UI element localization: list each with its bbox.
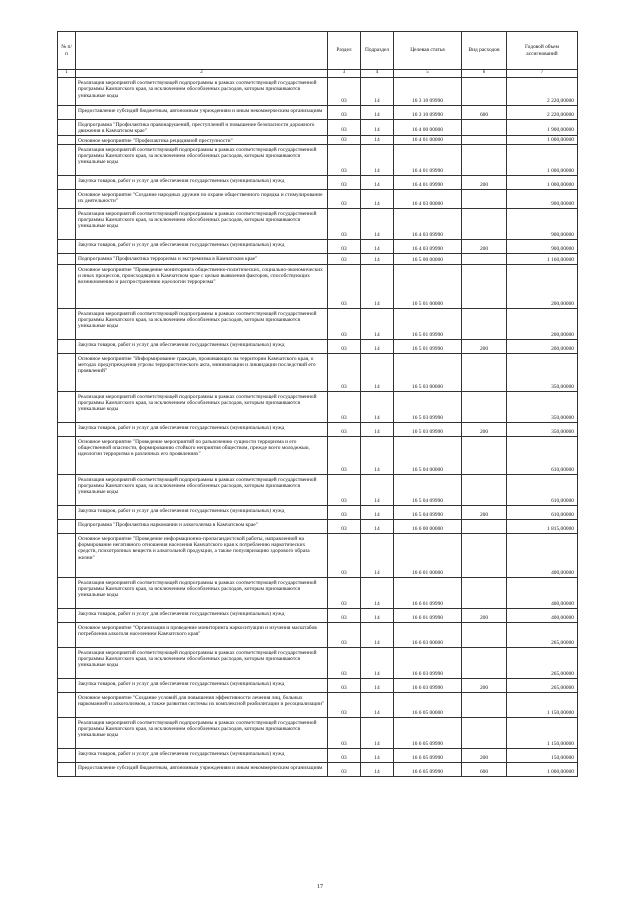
row-amount-cell: 1 160,00000 bbox=[507, 253, 578, 264]
row-number-cell bbox=[58, 339, 76, 353]
row-name-cell: Основное мероприятие "Создание условий для повышения эффективности лечения лиц, больных наркоманией и алкоголизмом, а также развития системы их комплексной реабилитации и ресоциализации" bbox=[76, 692, 328, 717]
row-razdel-cell: 03 bbox=[328, 519, 361, 533]
row-name-cell: Реализация мероприятий соответствующей подпрограммы в рамках соответствующей государственной программы Камчатского края, за исключением обособленных расходов, которым присваиваются уникальные коды bbox=[76, 717, 328, 748]
row-podrazdel-cell: 14 bbox=[361, 622, 394, 647]
row-podrazdel-cell: 14 bbox=[361, 762, 394, 776]
header-razdel: Раздел bbox=[328, 32, 361, 70]
table-row bbox=[58, 253, 578, 264]
row-number-cell bbox=[58, 135, 76, 144]
row-target-article-cell: 16 3 10 09990 bbox=[394, 78, 462, 106]
row-name-cell: Основное мероприятие "Проведение мониторинга общественно-политических, социально-экономических и иных процессов, происходящих в Камчатском крае с целью выявления факторов, способствующих возникновению и распространению идеологии терроризма" bbox=[76, 264, 328, 308]
row-amount-cell: 610,00000 bbox=[507, 474, 578, 505]
column-number: 1 bbox=[58, 70, 76, 78]
row-target-article-cell: 16 6 01 09990 bbox=[394, 577, 462, 608]
table-row bbox=[58, 577, 578, 608]
row-number-cell bbox=[58, 78, 76, 106]
row-podrazdel-cell: 14 bbox=[361, 647, 394, 678]
row-expense-type-cell: 200 bbox=[462, 505, 507, 519]
row-expense-type-cell bbox=[462, 692, 507, 717]
row-razdel-cell: 03 bbox=[328, 78, 361, 106]
row-razdel-cell: 03 bbox=[328, 762, 361, 776]
table-row bbox=[58, 678, 578, 692]
row-podrazdel-cell: 14 bbox=[361, 308, 394, 339]
table-row bbox=[58, 647, 578, 678]
row-amount-cell: 350,00000 bbox=[507, 391, 578, 422]
table-row bbox=[58, 436, 578, 474]
row-target-article-cell: 16 6 03 09990 bbox=[394, 678, 462, 692]
row-expense-type-cell bbox=[462, 533, 507, 577]
row-name-cell: Закупка товаров, работ и услуг для обеспечения государственных (муниципальных) нужд bbox=[76, 505, 328, 519]
row-target-article-cell: 16 4 03 09990 bbox=[394, 239, 462, 253]
table-row bbox=[58, 106, 578, 120]
row-expense-type-cell bbox=[462, 391, 507, 422]
row-podrazdel-cell: 14 bbox=[361, 135, 394, 144]
row-target-article-cell: 16 5 04 09990 bbox=[394, 474, 462, 505]
row-number-cell bbox=[58, 436, 76, 474]
row-name-cell: Основное мероприятие "Проведение информационно-пропагандистской работы, направленной на формирование негативного отношения населения Камчатского края к потреблению наркотических средств, психотропных веществ и алкогольной продукции, а также популяризацию здорового образа жизни" bbox=[76, 533, 328, 577]
row-expense-type-cell bbox=[462, 474, 507, 505]
row-razdel-cell: 03 bbox=[328, 106, 361, 120]
row-amount-cell: 900,00000 bbox=[507, 189, 578, 208]
row-number-cell bbox=[58, 175, 76, 189]
row-name-cell: Реализация мероприятий соответствующей подпрограммы в рамках соответствующей государственной программы Камчатского края, за исключением обособленных расходов, которым присваиваются уникальные коды bbox=[76, 78, 328, 106]
row-podrazdel-cell: 14 bbox=[361, 106, 394, 120]
row-name-cell: Закупка товаров, работ и услуг для обеспечения государственных (муниципальных) нужд bbox=[76, 678, 328, 692]
row-expense-type-cell bbox=[462, 120, 507, 136]
row-number-cell bbox=[58, 264, 76, 308]
table-row bbox=[58, 717, 578, 748]
row-podrazdel-cell: 14 bbox=[361, 353, 394, 391]
row-podrazdel-cell: 14 bbox=[361, 175, 394, 189]
row-expense-type-cell bbox=[462, 135, 507, 144]
table-row bbox=[58, 533, 578, 577]
row-target-article-cell: 16 4 03 09990 bbox=[394, 208, 462, 239]
row-amount-cell: 200,00000 bbox=[507, 264, 578, 308]
row-amount-cell: 400,00000 bbox=[507, 533, 578, 577]
row-number-cell bbox=[58, 505, 76, 519]
row-name-cell: Подпрограмма "Профилактика терроризма и экстремизма в Камчатском крае" bbox=[76, 253, 328, 264]
row-name-cell: Подпрограмма "Профилактика правонарушений, преступлений и повышение безопасности дорожного движения в Камчатском крае" bbox=[76, 120, 328, 136]
row-target-article-cell: 16 5 03 09990 bbox=[394, 422, 462, 436]
table-row bbox=[58, 339, 578, 353]
budget-table bbox=[57, 31, 578, 777]
table-row bbox=[58, 391, 578, 422]
row-expense-type-cell bbox=[462, 253, 507, 264]
row-name-cell: Закупка товаров, работ и услуг для обеспечения государственных (муниципальных) нужд bbox=[76, 422, 328, 436]
row-amount-cell: 1 900,00000 bbox=[507, 120, 578, 136]
row-name-cell: Предоставление субсидий бюджетным, автономным учреждениям и иным некоммерческим организациям bbox=[76, 106, 328, 120]
row-amount-cell: 200,00000 bbox=[507, 339, 578, 353]
table-row bbox=[58, 135, 578, 144]
row-target-article-cell: 16 6 05 09990 bbox=[394, 717, 462, 748]
header-podrazdel: Подраздел bbox=[361, 32, 394, 70]
row-podrazdel-cell: 14 bbox=[361, 253, 394, 264]
row-target-article-cell: 16 3 10 09990 bbox=[394, 106, 462, 120]
row-podrazdel-cell: 14 bbox=[361, 120, 394, 136]
table-row bbox=[58, 175, 578, 189]
row-name-cell: Реализация мероприятий соответствующей подпрограммы в рамках соответствующей государственной программы Камчатского края, за исключением обособленных расходов, которым присваиваются уникальные коды bbox=[76, 577, 328, 608]
row-podrazdel-cell: 14 bbox=[361, 264, 394, 308]
row-amount-cell: 1 815,00000 bbox=[507, 519, 578, 533]
row-amount-cell: 1 000,00000 bbox=[507, 144, 578, 175]
table-row bbox=[58, 353, 578, 391]
row-target-article-cell: 16 5 01 00000 bbox=[394, 264, 462, 308]
row-razdel-cell: 03 bbox=[328, 120, 361, 136]
row-amount-cell: 1 000,00000 bbox=[507, 135, 578, 144]
row-target-article-cell: 16 4 01 09990 bbox=[394, 144, 462, 175]
row-razdel-cell: 03 bbox=[328, 208, 361, 239]
row-number-cell bbox=[58, 692, 76, 717]
header-target-article: Целевая статья bbox=[394, 32, 462, 70]
row-expense-type-cell bbox=[462, 717, 507, 748]
row-razdel-cell: 03 bbox=[328, 175, 361, 189]
row-expense-type-cell: 600 bbox=[462, 106, 507, 120]
row-target-article-cell: 16 5 01 09990 bbox=[394, 308, 462, 339]
table-row bbox=[58, 748, 578, 762]
row-expense-type-cell bbox=[462, 622, 507, 647]
row-expense-type-cell bbox=[462, 78, 507, 106]
table-row bbox=[58, 239, 578, 253]
table-row bbox=[58, 608, 578, 622]
row-amount-cell: 400,00000 bbox=[507, 608, 578, 622]
row-razdel-cell: 03 bbox=[328, 436, 361, 474]
header-row bbox=[58, 32, 578, 70]
row-podrazdel-cell: 14 bbox=[361, 717, 394, 748]
row-razdel-cell: 03 bbox=[328, 353, 361, 391]
row-podrazdel-cell: 14 bbox=[361, 577, 394, 608]
row-expense-type-cell bbox=[462, 353, 507, 391]
row-name-cell: Реализация мероприятий соответствующей подпрограммы в рамках соответствующей государственной программы Камчатского края, за исключением обособленных расходов, которым присваиваются уникальные коды bbox=[76, 308, 328, 339]
row-number-cell bbox=[58, 308, 76, 339]
header-expense-type: Вид расходов bbox=[462, 32, 507, 70]
row-amount-cell: 1 150,00000 bbox=[507, 717, 578, 748]
row-number-cell bbox=[58, 533, 76, 577]
row-expense-type-cell bbox=[462, 577, 507, 608]
table-row bbox=[58, 308, 578, 339]
row-podrazdel-cell: 14 bbox=[361, 692, 394, 717]
row-podrazdel-cell: 14 bbox=[361, 144, 394, 175]
row-expense-type-cell: 200 bbox=[462, 422, 507, 436]
row-razdel-cell: 03 bbox=[328, 264, 361, 308]
table-row bbox=[58, 189, 578, 208]
row-number-cell bbox=[58, 189, 76, 208]
row-expense-type-cell: 200 bbox=[462, 678, 507, 692]
row-podrazdel-cell: 14 bbox=[361, 78, 394, 106]
row-target-article-cell: 16 6 01 00000 bbox=[394, 533, 462, 577]
row-number-cell bbox=[58, 647, 76, 678]
table-row bbox=[58, 422, 578, 436]
row-razdel-cell: 03 bbox=[328, 422, 361, 436]
row-expense-type-cell bbox=[462, 436, 507, 474]
table-row bbox=[58, 505, 578, 519]
row-expense-type-cell bbox=[462, 144, 507, 175]
row-target-article-cell: 16 4 01 00000 bbox=[394, 135, 462, 144]
row-razdel-cell: 03 bbox=[328, 622, 361, 647]
row-amount-cell: 1 000,00000 bbox=[507, 175, 578, 189]
row-number-cell bbox=[58, 762, 76, 776]
row-razdel-cell: 03 bbox=[328, 239, 361, 253]
row-razdel-cell: 03 bbox=[328, 474, 361, 505]
row-amount-cell: 2 220,00000 bbox=[507, 78, 578, 106]
row-name-cell: Закупка товаров, работ и услуг для обеспечения государственных (муниципальных) нужд bbox=[76, 239, 328, 253]
row-target-article-cell: 16 5 03 00000 bbox=[394, 353, 462, 391]
table-row bbox=[58, 120, 578, 136]
row-razdel-cell: 03 bbox=[328, 339, 361, 353]
row-number-cell bbox=[58, 144, 76, 175]
row-razdel-cell: 03 bbox=[328, 135, 361, 144]
row-amount-cell: 610,00000 bbox=[507, 436, 578, 474]
row-target-article-cell: 16 6 05 09990 bbox=[394, 762, 462, 776]
row-razdel-cell: 03 bbox=[328, 678, 361, 692]
row-podrazdel-cell: 14 bbox=[361, 339, 394, 353]
row-target-article-cell: 16 5 04 00000 bbox=[394, 436, 462, 474]
table-body bbox=[58, 78, 578, 777]
row-target-article-cell: 16 4 00 00000 bbox=[394, 120, 462, 136]
row-razdel-cell: 03 bbox=[328, 505, 361, 519]
row-razdel-cell: 03 bbox=[328, 717, 361, 748]
table-row bbox=[58, 144, 578, 175]
row-podrazdel-cell: 14 bbox=[361, 678, 394, 692]
row-number-cell bbox=[58, 353, 76, 391]
row-target-article-cell: 16 4 03 00000 bbox=[394, 189, 462, 208]
row-podrazdel-cell: 14 bbox=[361, 474, 394, 505]
row-podrazdel-cell: 14 bbox=[361, 748, 394, 762]
budget-table-sheet bbox=[57, 31, 577, 777]
row-expense-type-cell bbox=[462, 208, 507, 239]
row-razdel-cell: 03 bbox=[328, 189, 361, 208]
row-target-article-cell: 16 5 03 09990 bbox=[394, 391, 462, 422]
page-number: 17 bbox=[317, 884, 323, 890]
table-row bbox=[58, 78, 578, 106]
row-target-article-cell: 16 4 01 09990 bbox=[394, 175, 462, 189]
row-razdel-cell: 03 bbox=[328, 144, 361, 175]
row-number-cell bbox=[58, 120, 76, 136]
table-row bbox=[58, 474, 578, 505]
row-number-cell bbox=[58, 519, 76, 533]
row-expense-type-cell: 200 bbox=[462, 748, 507, 762]
header-number: № п/п bbox=[58, 32, 76, 70]
row-target-article-cell: 16 5 04 09990 bbox=[394, 505, 462, 519]
row-expense-type-cell: 200 bbox=[462, 608, 507, 622]
row-amount-cell: 2 220,00000 bbox=[507, 106, 578, 120]
row-name-cell: Реализация мероприятий соответствующей подпрограммы в рамках соответствующей государственной программы Камчатского края, за исключением обособленных расходов, которым присваиваются уникальные коды bbox=[76, 647, 328, 678]
row-amount-cell: 610,00000 bbox=[507, 505, 578, 519]
column-number: 4 bbox=[361, 70, 394, 78]
row-razdel-cell: 03 bbox=[328, 748, 361, 762]
row-name-cell: Закупка товаров, работ и услуг для обеспечения государственных (муниципальных) нужд bbox=[76, 608, 328, 622]
row-razdel-cell: 03 bbox=[328, 391, 361, 422]
row-expense-type-cell bbox=[462, 264, 507, 308]
row-name-cell: Реализация мероприятий соответствующей подпрограммы в рамках соответствующей государственной программы Камчатского края, за исключением обособленных расходов, которым присваиваются уникальные коды bbox=[76, 391, 328, 422]
column-number: 6 bbox=[462, 70, 507, 78]
row-podrazdel-cell: 14 bbox=[361, 519, 394, 533]
row-razdel-cell: 03 bbox=[328, 577, 361, 608]
row-razdel-cell: 03 bbox=[328, 308, 361, 339]
row-expense-type-cell bbox=[462, 647, 507, 678]
row-number-cell bbox=[58, 106, 76, 120]
table-row bbox=[58, 519, 578, 533]
row-target-article-cell: 16 6 05 00000 bbox=[394, 692, 462, 717]
row-podrazdel-cell: 14 bbox=[361, 391, 394, 422]
row-amount-cell: 350,00000 bbox=[507, 353, 578, 391]
row-target-article-cell: 16 6 01 09990 bbox=[394, 608, 462, 622]
row-podrazdel-cell: 14 bbox=[361, 533, 394, 577]
row-amount-cell: 265,00000 bbox=[507, 678, 578, 692]
table-row bbox=[58, 762, 578, 776]
row-podrazdel-cell: 14 bbox=[361, 208, 394, 239]
row-target-article-cell: 16 6 05 09990 bbox=[394, 748, 462, 762]
row-amount-cell: 400,00000 bbox=[507, 577, 578, 608]
row-amount-cell: 350,00000 bbox=[507, 422, 578, 436]
row-name-cell: Предоставление субсидий бюджетным, автономным учреждениям и иным некоммерческим организациям bbox=[76, 762, 328, 776]
row-amount-cell: 200,00000 bbox=[507, 308, 578, 339]
row-amount-cell: 265,00000 bbox=[507, 647, 578, 678]
column-number: 7 bbox=[507, 70, 578, 78]
row-razdel-cell: 03 bbox=[328, 692, 361, 717]
row-number-cell bbox=[58, 422, 76, 436]
row-target-article-cell: 16 6 03 00000 bbox=[394, 622, 462, 647]
row-number-cell bbox=[58, 577, 76, 608]
row-razdel-cell: 03 bbox=[328, 608, 361, 622]
row-podrazdel-cell: 14 bbox=[361, 239, 394, 253]
row-number-cell bbox=[58, 622, 76, 647]
row-expense-type-cell: 200 bbox=[462, 239, 507, 253]
row-name-cell: Основное мероприятие "Проведение мероприятий по разъяснению сущности терроризма и его общественной опасности, формированию стойкого неприятия обществом, прежде всего молодежью, идеологии терроризма в различных его проявлениях" bbox=[76, 436, 328, 474]
row-amount-cell: 150,00000 bbox=[507, 748, 578, 762]
row-expense-type-cell: 200 bbox=[462, 339, 507, 353]
row-target-article-cell: 16 5 00 00000 bbox=[394, 253, 462, 264]
row-number-cell bbox=[58, 717, 76, 748]
row-target-article-cell: 16 6 00 00000 bbox=[394, 519, 462, 533]
row-podrazdel-cell: 14 bbox=[361, 189, 394, 208]
row-name-cell: Основное мероприятие "Информирование граждан, проживающих на территории Камчатского края, о методах предупреждения угрозы террористического акта, минимизации и ликвидации последствий его проявлений" bbox=[76, 353, 328, 391]
row-podrazdel-cell: 14 bbox=[361, 608, 394, 622]
row-name-cell: Реализация мероприятий соответствующей подпрограммы в рамках соответствующей государственной программы Камчатского края, за исключением обособленных расходов, которым присваиваются уникальные коды bbox=[76, 208, 328, 239]
row-number-cell bbox=[58, 608, 76, 622]
row-name-cell: Закупка товаров, работ и услуг для обеспечения государственных (муниципальных) нужд bbox=[76, 175, 328, 189]
row-target-article-cell: 16 5 01 09990 bbox=[394, 339, 462, 353]
table-row bbox=[58, 692, 578, 717]
row-name-cell: Закупка товаров, работ и услуг для обеспечения государственных (муниципальных) нужд bbox=[76, 339, 328, 353]
row-podrazdel-cell: 14 bbox=[361, 422, 394, 436]
row-number-cell bbox=[58, 208, 76, 239]
row-expense-type-cell: 600 bbox=[462, 762, 507, 776]
row-amount-cell: 900,00000 bbox=[507, 239, 578, 253]
row-razdel-cell: 03 bbox=[328, 533, 361, 577]
column-number: 5 bbox=[394, 70, 462, 78]
row-name-cell: Реализация мероприятий соответствующей подпрограммы в рамках соответствующей государственной программы Камчатского края, за исключением обособленных расходов, которым присваиваются уникальные коды bbox=[76, 144, 328, 175]
row-number-cell bbox=[58, 253, 76, 264]
row-expense-type-cell bbox=[462, 189, 507, 208]
row-expense-type-cell: 200 bbox=[462, 175, 507, 189]
row-name-cell: Реализация мероприятий соответствующей подпрограммы в рамках соответствующей государственной программы Камчатского края, за исключением обособленных расходов, которым присваиваются уникальные коды bbox=[76, 474, 328, 505]
row-expense-type-cell bbox=[462, 308, 507, 339]
column-number-row bbox=[58, 70, 578, 78]
row-expense-type-cell bbox=[462, 519, 507, 533]
row-name-cell: Основное мероприятие "Профилактика рецидивной преступности" bbox=[76, 135, 328, 144]
row-number-cell bbox=[58, 748, 76, 762]
row-name-cell: Закупка товаров, работ и услуг для обеспечения государственных (муниципальных) нужд bbox=[76, 748, 328, 762]
row-name-cell: Основное мероприятие "Организация и проведение мониторинга наркоситуации и изучения масштабов потребления алкоголя населением Камчатского края" bbox=[76, 622, 328, 647]
row-podrazdel-cell: 14 bbox=[361, 436, 394, 474]
row-amount-cell: 900,00000 bbox=[507, 208, 578, 239]
row-name-cell: Подпрограмма "Профилактика наркомании и алкоголизма в Камчатском крае" bbox=[76, 519, 328, 533]
row-amount-cell: 265,00000 bbox=[507, 622, 578, 647]
table-row bbox=[58, 208, 578, 239]
row-number-cell bbox=[58, 678, 76, 692]
row-razdel-cell: 03 bbox=[328, 253, 361, 264]
row-podrazdel-cell: 14 bbox=[361, 505, 394, 519]
row-number-cell bbox=[58, 391, 76, 422]
table-row bbox=[58, 622, 578, 647]
header-name-empty bbox=[76, 32, 328, 70]
table-row bbox=[58, 264, 578, 308]
row-number-cell bbox=[58, 239, 76, 253]
row-name-cell: Основное мероприятие "Создание народных дружин по охране общественного порядка и стимулирование их деятельности" bbox=[76, 189, 328, 208]
header-annual-amount: Годовой объем ассигнований bbox=[507, 32, 578, 70]
row-razdel-cell: 03 bbox=[328, 647, 361, 678]
row-number-cell bbox=[58, 474, 76, 505]
row-target-article-cell: 16 6 03 09990 bbox=[394, 647, 462, 678]
row-amount-cell: 1 000,00000 bbox=[507, 762, 578, 776]
column-number: 2 bbox=[76, 70, 328, 78]
row-amount-cell: 1 150,00000 bbox=[507, 692, 578, 717]
column-number: 3 bbox=[328, 70, 361, 78]
